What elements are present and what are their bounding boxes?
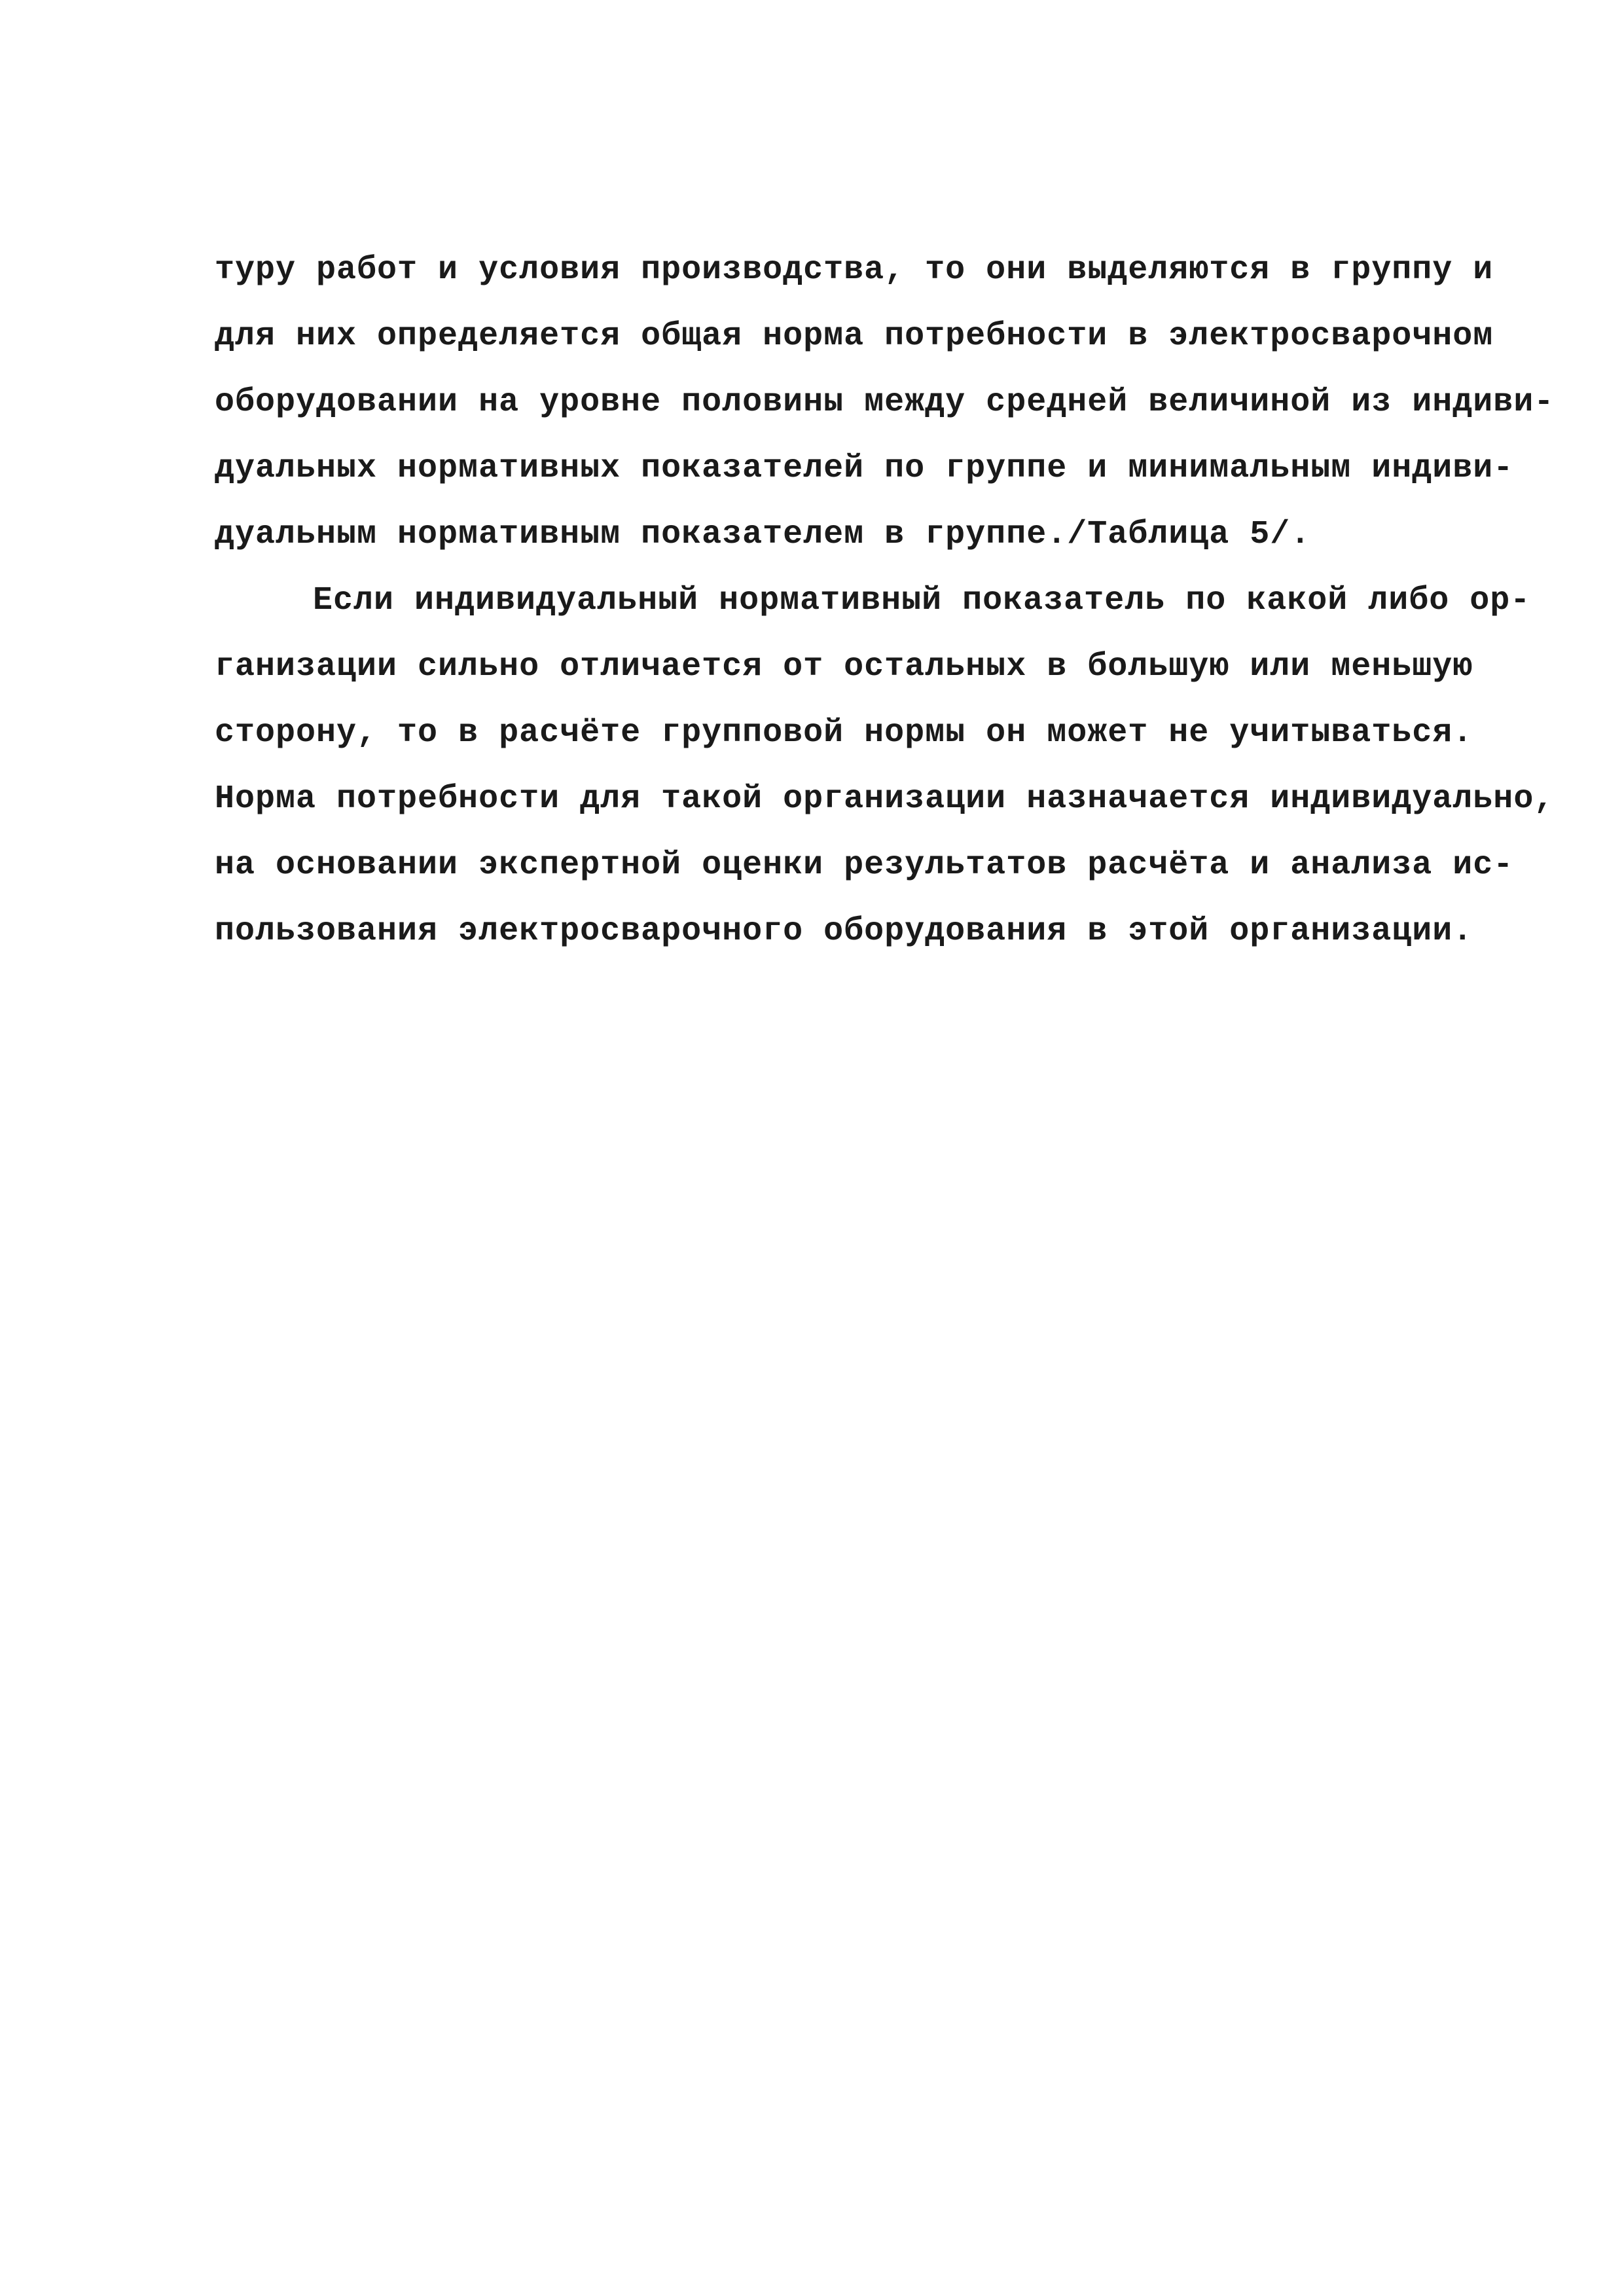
text-line: Если индивидуальный нормативный показатель по какой либо ор- — [313, 582, 1531, 619]
text-line: дуальных нормативных показателей по группе и минимальным индиви- — [215, 450, 1514, 487]
text-line: пользования электросварочного оборудования в этой организации. — [215, 913, 1473, 950]
text-line: на основании экспертной оценки результатов расчёта и анализа ис- — [215, 847, 1514, 884]
text-line: Норма потребности для такой организации назначается индивидуально, — [215, 780, 1555, 818]
text-line: туру работ и условия производства, то они выделяются в группу и — [215, 251, 1494, 289]
text-line: оборудовании на уровне половины между средней величиной из индиви- — [215, 384, 1555, 421]
text-line: дуальным нормативным показателем в группе./Таблица 5/. — [215, 516, 1311, 553]
body-text — [215, 237, 1555, 964]
text-line: ганизации сильно отличается от остальных в большую или меньшую — [215, 648, 1473, 685]
paragraph — [215, 568, 1555, 964]
text-line: сторону, то в расчёте групповой нормы он может не учитываться. — [215, 714, 1473, 752]
text-line: для них определяется общая норма потребности в электросварочном — [215, 318, 1494, 355]
paragraph — [215, 237, 1555, 568]
